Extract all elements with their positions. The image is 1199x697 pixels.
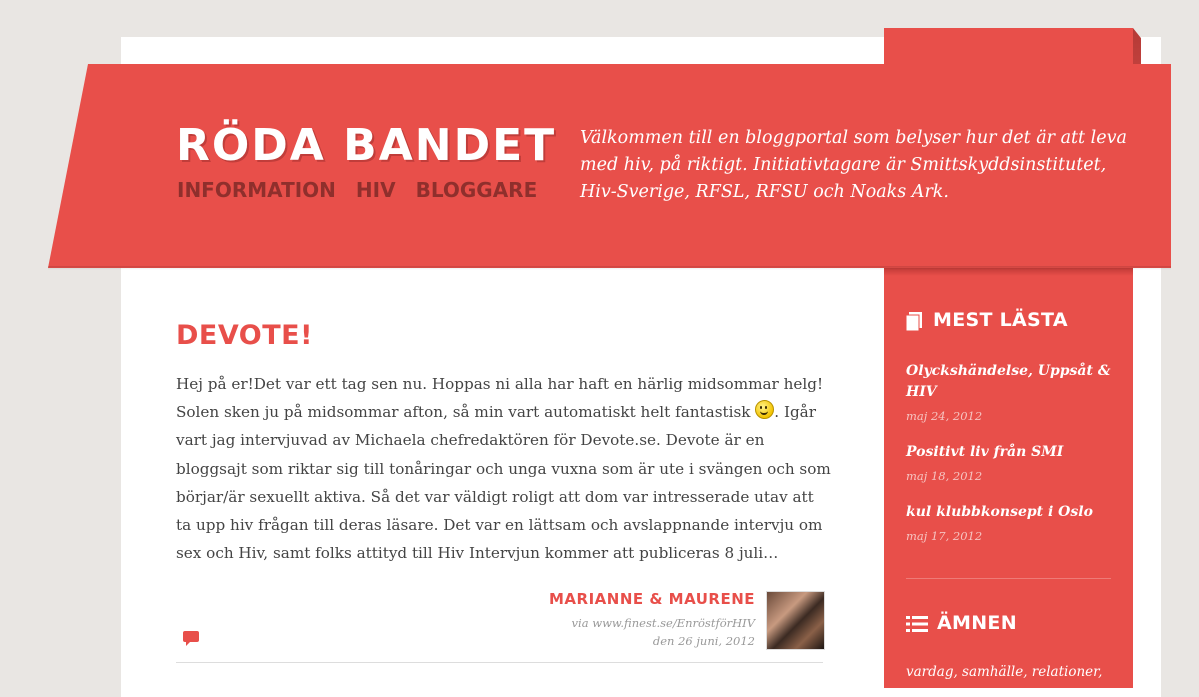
most-read-link-3[interactable]: kul klubbkonsept i Oslo	[906, 504, 1093, 520]
post-date: den 26 juni, 2012	[652, 634, 755, 648]
most-read-link-2[interactable]: Positivt liv från SMI	[906, 444, 1064, 460]
site-logo-subtitle	[177, 178, 557, 202]
post-excerpt	[176, 370, 831, 567]
comment-icon[interactable]	[183, 631, 199, 642]
site-logo-title[interactable]: RÖDA BANDET	[176, 120, 557, 171]
topics-heading: ÄMNEN	[937, 612, 1017, 634]
most-read-heading: MEST LÄSTA	[933, 309, 1068, 331]
sidebar-fold	[1133, 28, 1141, 64]
post-title[interactable]: DEVOTE!	[176, 320, 313, 351]
post-excerpt-part-1: Hej på er!Det var ett tag sen nu. Hoppas ni alla har haft en härlig midsommar helg! Solen sken ju på midsommar afton, så min vart automatiskt helt fantastisk	[176, 375, 824, 422]
most-read-link-1[interactable]: Olyckshändelse, Uppsåt & HIV	[906, 363, 1111, 400]
post-divider	[176, 662, 823, 663]
most-read-date-3: maj 17, 2012	[906, 529, 983, 543]
topics-list[interactable]: vardag, samhälle, relationer,	[906, 664, 1103, 680]
subtitle-word-bloggare: BLOGGARE	[415, 178, 538, 202]
post-author[interactable]: MARIANNE & MAURENE	[548, 590, 755, 608]
book-icon	[906, 312, 922, 331]
author-avatar[interactable]	[766, 591, 825, 650]
sidebar-divider	[906, 578, 1111, 579]
subtitle-word-hiv: HIV	[355, 178, 396, 202]
post-excerpt-part-2: . Igår vart jag intervjuvad av Michaela chefredaktören för Devote.se. Devote är en bloggsajt som riktar sig till tonåringar och unga vuxna som är ute i svängen och som börjar/är sexuellt aktiva. Så det var väldigt roligt att dom var intresserade utav att ta upp hiv frågan till deras läsare. Det var en lättsam och avslappnande intervju om sex och Hiv, samt folks attityd till Hiv Intervjun kommer att publiceras 8 juli…	[176, 403, 831, 563]
post-source-link[interactable]: via www.finest.se/EnröstförHIV	[571, 616, 755, 630]
sidebar-shadow	[884, 268, 1133, 276]
smiley-icon	[755, 400, 774, 419]
list-icon	[906, 615, 928, 633]
most-read-date-2: maj 18, 2012	[906, 469, 983, 483]
site-tagline: Välkommen till en bloggportal som belyser hur det är att leva med hiv, på riktigt. Initiativtagare är Smittskyddsinstitutet, Hiv-Sverige, RFSL, RFSU och Noaks Ark.	[580, 128, 1127, 202]
subtitle-word-information: INFORMATION	[177, 178, 336, 202]
most-read-date-1: maj 24, 2012	[906, 409, 983, 423]
